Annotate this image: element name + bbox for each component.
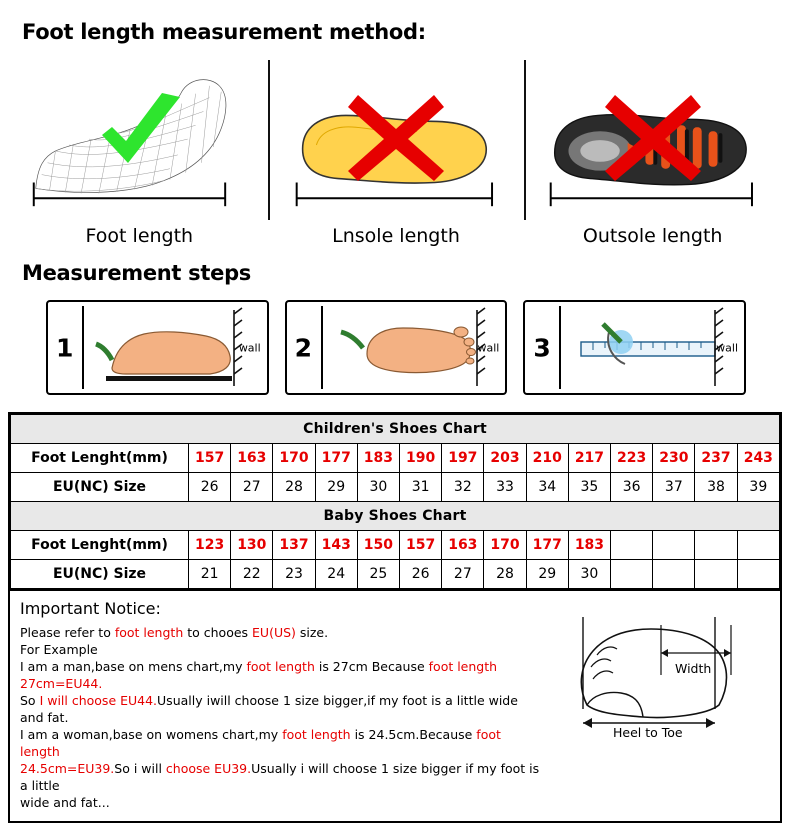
cell: 36 [611,473,653,502]
step-number: 2 [294,333,313,362]
step3-illustration [559,302,739,393]
row-label: EU(NC) Size [11,560,189,589]
panel-caption: Lnsole length [332,225,460,247]
cell: 30 [357,473,399,502]
panel-divider [268,60,270,220]
cell-empty [611,531,653,560]
notice-body [20,624,540,811]
notice-line5d: foot length [20,727,501,759]
size-chart-tables [8,412,782,823]
wall-label: wall [477,341,500,354]
step-number: 3 [533,333,551,362]
notice-line6c: choose EU39. [165,761,252,776]
cell: 28 [484,560,526,589]
notice-line1e: size. [295,625,329,640]
width-label: Width [675,661,712,676]
cell-empty [653,560,695,589]
cell: 243 [737,444,779,473]
cell: 150 [357,531,399,560]
cell: 137 [273,531,315,560]
step2-illustration [321,302,501,393]
cell-empty [695,560,737,589]
cell: 27 [231,473,273,502]
table-row [11,502,780,531]
step-box-1 [46,300,269,395]
notice-line4c: Usually iwill choose 1 size bigger,if my foot is a little wide and fat. [20,693,518,725]
foot-mesh-illustration [16,71,263,221]
cell: 170 [484,531,526,560]
cell: 26 [400,560,442,589]
table-row [11,473,780,502]
cell: 170 [273,444,315,473]
cell: 30 [568,560,610,589]
cell: 163 [442,531,484,560]
notice-line1a: Please refer to [20,625,115,640]
notice-line7: wide and fat... [20,795,110,810]
notice-line2: For Example [20,642,98,657]
cell: 31 [400,473,442,502]
table-row [11,444,780,473]
foot-measure-diagram [547,609,762,744]
cell: 21 [189,560,231,589]
cell: 203 [484,444,526,473]
cell: 183 [357,444,399,473]
page-title: Foot length measurement method: [22,20,426,44]
cell-empty [737,531,779,560]
step-box-3 [523,300,746,395]
step1-illustration [82,302,262,393]
cell: 177 [526,531,568,560]
cell: 157 [189,444,231,473]
cell: 210 [526,444,568,473]
row-label: Foot Lenght(mm) [11,444,189,473]
insole-illustration [273,71,520,221]
cell: 23 [273,560,315,589]
chart-title: Children's Shoes Chart [11,415,780,444]
panel-caption: Foot length [85,225,194,247]
panel-divider [524,60,526,220]
table-row [11,415,780,444]
cell-empty [695,531,737,560]
notice-line3a: I am a man,base on mens chart,my [20,659,247,674]
outsole-illustration [529,71,776,221]
panel-insole-length [273,52,520,247]
cell: 130 [231,531,273,560]
cell: 237 [695,444,737,473]
important-notice [10,589,780,821]
shoes-chart-table [10,414,780,589]
wall-label: wall [238,341,261,354]
cell: 35 [568,473,610,502]
cell: 34 [526,473,568,502]
cell: 143 [315,531,357,560]
cell: 29 [315,473,357,502]
table-row [11,560,780,589]
notice-line3b: foot length [246,659,315,674]
cell: 177 [315,444,357,473]
chart-title: Baby Shoes Chart [11,502,780,531]
measurement-step-boxes [46,300,746,395]
heel-to-toe-label: Heel to Toe [613,725,683,740]
cell: 24 [315,560,357,589]
notice-line5a: I am a woman,base on womens chart,my [20,727,283,742]
cell: 197 [442,444,484,473]
panel-foot-length [16,52,263,247]
cell: 26 [189,473,231,502]
notice-line6b: So i will [114,761,166,776]
cell: 32 [442,473,484,502]
notice-line4a: So [20,693,40,708]
cell: 123 [189,531,231,560]
notice-line6d: Usually i will choose 1 size bigger if my foot is a little [20,761,540,793]
row-label: Foot Lenght(mm) [11,531,189,560]
notice-line6a: 24.5cm=EU39. [20,761,115,776]
panel-outsole-length [529,52,776,247]
cell-empty [737,560,779,589]
cell: 39 [737,473,779,502]
cell: 183 [568,531,610,560]
cell: 37 [653,473,695,502]
cell: 27 [442,560,484,589]
cell: 25 [357,560,399,589]
row-label: EU(NC) Size [11,473,189,502]
notice-line1b: foot length [114,625,184,640]
cell-empty [611,560,653,589]
step-number: 1 [56,333,74,362]
cell: 223 [611,444,653,473]
section-title-measurement-steps: Measurement steps [22,261,251,285]
cell: 157 [400,531,442,560]
cell: 38 [695,473,737,502]
wall-label: wall [716,341,739,354]
cell: 28 [273,473,315,502]
cell: 22 [231,560,273,589]
cell: 190 [400,444,442,473]
cell: 217 [568,444,610,473]
cell: 230 [653,444,695,473]
cell: 33 [484,473,526,502]
notice-line3d: foot length 27cm=EU44. [20,659,498,691]
notice-line4b: I will choose EU44. [39,693,158,708]
illustration-panels [16,52,776,247]
notice-title: Important Notice: [20,599,161,618]
cell: 29 [526,560,568,589]
step-box-2 [285,300,508,395]
cell-empty [653,531,695,560]
notice-line3c: is 27cm Because [314,659,429,674]
cell: 163 [231,444,273,473]
panel-caption: Outsole length [582,225,723,247]
notice-line1d: EU(US) [252,625,296,640]
notice-line5b: foot length [282,727,351,742]
notice-line1c: to chooes [183,625,253,640]
table-row [11,531,780,560]
notice-line5c: is 24.5cm.Because [350,727,477,742]
